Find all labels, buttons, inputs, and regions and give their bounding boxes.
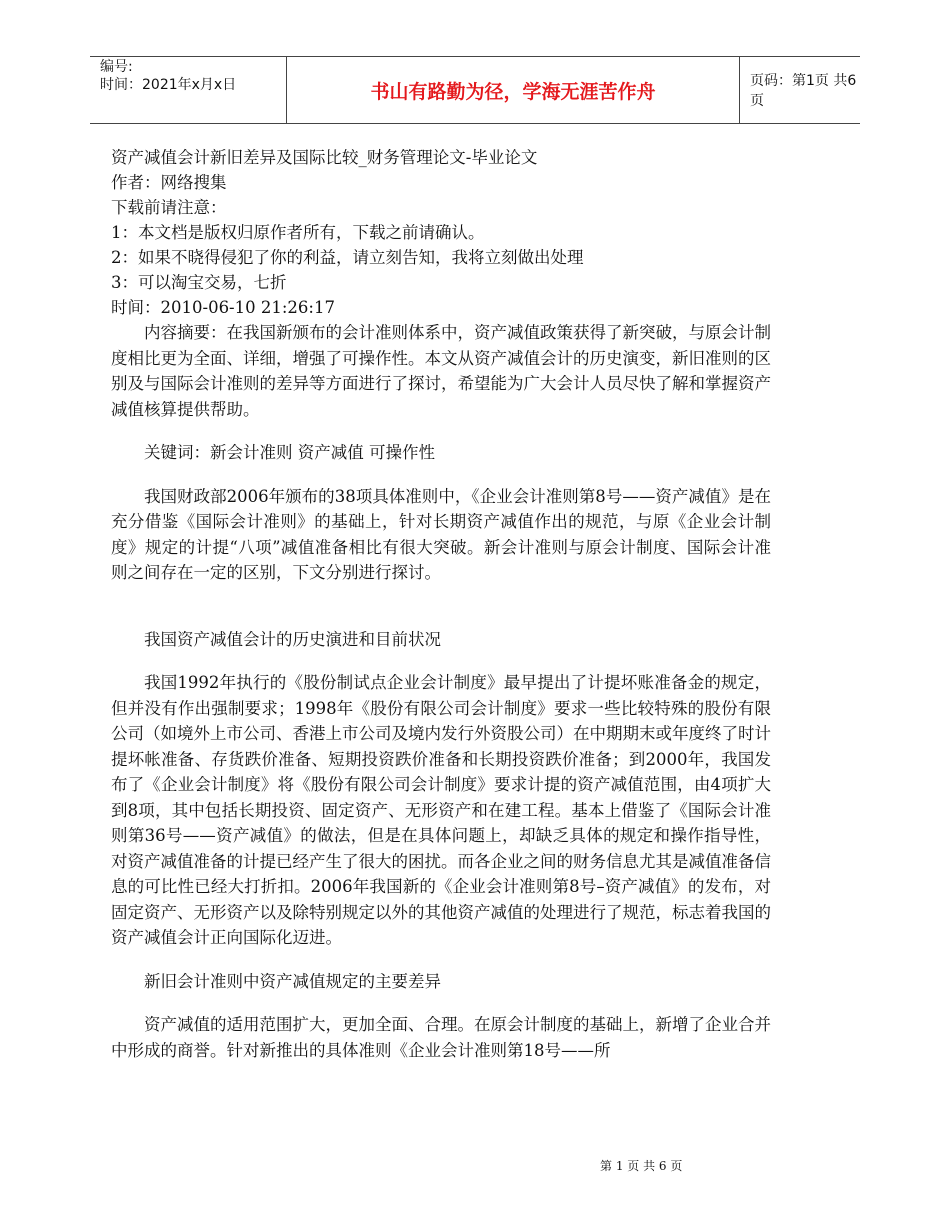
- header-meta: [90, 57, 287, 123]
- document-body: [111, 145, 771, 1063]
- number-label: 编号:: [100, 59, 133, 75]
- body-paragraph: 我国财政部2006年颁布的38项具体准则中，《企业会计准则第8号——资产减值》是在充分借鉴《国际会计准则》的基础上，针对长期资产减值作出的规范，与原《企业会计制度》规定的计提“八项”减值准备相比有很大突破。新会计准则与原会计制度、国际会计准则之间存在一定的区别，下文分别进行探讨。: [111, 486, 771, 582]
- document-author: 作者：网络搜集: [111, 173, 227, 192]
- page-footer: 第 1 页 共 6 页: [600, 1159, 683, 1173]
- section-heading: 新旧会计准则中资产减值规定的主要差异: [144, 971, 441, 991]
- body-paragraph: 我国1992年执行的《股份制试点企业会计制度》最早提出了计提坏账准备金的规定，但并没有作出强制要求；1998年《股份有限公司会计制度》要求一些比较特殊的股份有限公司（如境外上市公司、香港上市公司及境内发行外资股公司）在中期期末或年度终了时计提坏帐准备、存货跌价准备、短期投资跌价准备和长期投资跌价准备；到2000年，我国发布了《企业会计制度》将《股份有限公司会计制度》要求计提的资产减值范围，由4项扩大到8项，其中包括长期投资、固定资产、无形资产和在建工程。基本上借鉴了《国际会计准则第36号——资产减值》的做法，但是在具体问题上，却缺乏具体的规定和操作指导性，对资产减值准备的计提已经产生了很大的困扰。而各企业之间的财务信息尤其是减值准备信息的可比性已经大打折扣。2006年我国新的《企业会计准则第8号–资产减值》的发布，对固定资产、无形资产以及除特别规定以外的其他资产减值的处理进行了规范，标志着我国的资产减值会计正向国际化迈进。: [111, 673, 771, 947]
- document-time: 时间：2010-06-10 21:26:17: [111, 298, 335, 317]
- page-header: [90, 56, 860, 124]
- header-motto: 书山有路勤为径，学海无涯苦作舟: [287, 57, 740, 123]
- keywords: 关键词：新会计准则 资产减值 可操作性: [144, 443, 435, 462]
- note-item: 3：可以淘宝交易，七折: [111, 273, 287, 292]
- time-label: 时间：2021年x月x日: [100, 77, 237, 93]
- body-paragraph: 资产减值的适用范围扩大，更加全面、合理。在原会计制度的基础上，新增了企业合并中形成的商誉。针对新推出的具体准则《企业会计准则第18号——所: [111, 1015, 771, 1060]
- note-item: 2：如果不晓得侵犯了你的利益，请立刻告知，我将立刻做出处理: [111, 248, 584, 267]
- abstract-paragraph: 内容摘要：在我国新颁布的会计准则体系中，资产减值政策获得了新突破，与原会计制度相比更为全面、详细，增强了可操作性。本文从资产减值会计的历史演变，新旧准则的区别及与国际会计准则的差异等方面进行了探讨，希望能为广大会计人员尽快了解和掌握资产减值核算提供帮助。: [111, 323, 771, 419]
- download-notice: 下载前请注意：: [111, 198, 227, 217]
- note-item: 1：本文档是版权归原作者所有，下载之前请确认。: [111, 223, 485, 242]
- header-page-info: 页码：第1页 共6页: [750, 73, 857, 109]
- section-heading: 我国资产减值会计的历史演进和目前状况: [144, 629, 441, 649]
- document-title: 资产减值会计新旧差异及国际比较_财务管理论文-毕业论文: [111, 148, 538, 167]
